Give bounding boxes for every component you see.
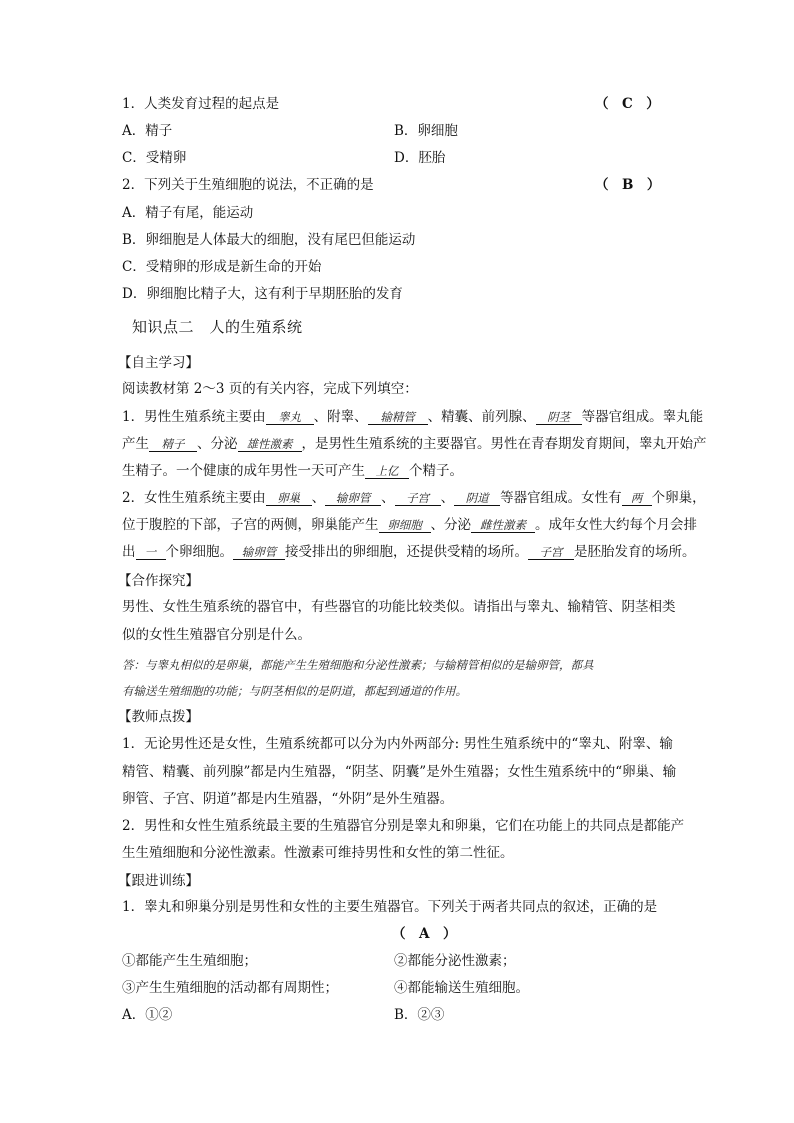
male-system-line-1: 1．男性生殖系统主要由 睾丸 、附睾、 输精管 、精囊、前列腺、 阴茎 等器官组成。睾丸能 xyxy=(122,409,704,425)
answer-blank: 两 xyxy=(622,491,652,506)
question-2-answer: （ B ） xyxy=(595,177,661,193)
training-option-1: ①都能产生生殖细胞； xyxy=(122,953,257,969)
teacher-label: 【教师点拨】 xyxy=(118,709,199,725)
male-system-line-3: 生精子。一个健康的成年男性一天可产生 上亿 个精子。 xyxy=(122,463,463,479)
cooperate-answer-line-2: 有输送生殖细胞的功能；与阴茎相似的是阴道，都起到通道的作用。 xyxy=(122,684,467,698)
teacher-p1-line-1: 1．无论男性还是女性，生殖系统都可以分为内外两部分: 男性生殖系统中的“睾丸、附睾、输 xyxy=(122,736,673,752)
question-2-stem: 2．下列关于生殖细胞的说法，不正确的是 xyxy=(122,177,374,193)
question-1-stem: 1．人类发育过程的起点是 xyxy=(122,96,280,112)
answer-blank: 输精管 xyxy=(368,410,428,425)
answer-blank: 雌性激素 xyxy=(471,518,535,533)
training-choice-b: B．②③ xyxy=(394,1007,445,1023)
teacher-p1-line-3: 卵管、子宫、阴道”都是内生殖器，“外阴”是外生殖器。 xyxy=(122,791,454,807)
training-option-3: ③产生生殖细胞的活动都有周期性； xyxy=(122,980,338,996)
question-2-option-b: B．卵细胞是人体最大的细胞，没有尾巴但能运动 xyxy=(122,232,416,248)
answer-blank: 上亿 xyxy=(365,464,409,479)
answer-blank: 一 xyxy=(136,545,166,560)
training-label: 【跟进训练】 xyxy=(118,873,199,889)
training-option-2: ②都能分泌性激素； xyxy=(394,953,516,969)
question-1-option-d: D．胚胎 xyxy=(394,150,446,166)
answer-blank: 子宫 xyxy=(528,545,574,560)
answer-blank: 输卵管 xyxy=(325,491,381,506)
cooperate-question-line-2: 似的女性生殖器官分别是什么。 xyxy=(122,627,311,643)
cooperate-label: 【合作探究】 xyxy=(118,573,199,589)
question-2-option-c: C．受精卵的形成是新生命的开始 xyxy=(122,259,322,275)
training-question-1-stem: 1．睾丸和卵巢分别是男性和女性的主要生殖器官。下列关于两者共同点的叙述，正确的是 xyxy=(122,899,658,915)
training-choice-a: A．①② xyxy=(122,1007,173,1023)
question-1-option-b: B．卵细胞 xyxy=(394,123,458,139)
answer-blank: 卵细胞 xyxy=(379,518,431,533)
cooperate-question-line-1: 男性、女性生殖系统的器官中，有些器官的功能比较类似。请指出与睾丸、输精管、阴茎相类 xyxy=(122,599,676,615)
question-2-option-d: D．卵细胞比精子大，这有利于早期胚胎的发育 xyxy=(122,286,403,302)
answer-blank: 卵巢 xyxy=(266,491,312,506)
female-system-line-1: 2．女性生殖系统主要由 卵巢 、 输卵管 、 子宫 、 阴道 等器官组成。女性有 两 个卵巢， xyxy=(122,490,706,506)
answer-blank: 雄性激素 xyxy=(238,437,302,452)
answer-blank: 阴道 xyxy=(454,491,500,506)
female-system-line-3: 出 一 个卵细胞。 输卵管 接受排出的卵细胞，还提供受精的场所。 子宫 是胚胎发育的场所。 xyxy=(122,544,696,560)
teacher-p2-line-1: 2．男性和女性生殖系统最主要的生殖器官分别是睾丸和卵巢，它们在功能上的共同点是都能产 xyxy=(122,818,685,834)
teacher-p2-line-2: 生生殖细胞和分泌性激素。性激素可维持男性和女性的第二性征。 xyxy=(122,845,514,861)
question-2-option-a: A．精子有尾，能运动 xyxy=(122,205,254,221)
answer-blank: 精子 xyxy=(149,437,197,452)
self-study-label: 【自主学习】 xyxy=(118,355,199,371)
answer-blank: 阴茎 xyxy=(536,410,582,425)
female-system-line-2: 位于腹腔的下部，子宫的两侧，卵巢能产生 卵细胞 、分泌 雌性激素 。成年女性大约每个月会排 xyxy=(122,517,697,533)
male-system-line-2: 产生 精子 、分泌 雄性激素 ，是男性生殖系统的主要器官。男性在青春期发育期间，睾丸开始产 xyxy=(122,436,707,452)
section-title: 知识点二 人的生殖系统 xyxy=(132,318,303,336)
answer-blank: 睾丸 xyxy=(266,410,314,425)
training-question-1-answer: （ A ） xyxy=(392,926,457,942)
cooperate-answer-line-1: 答：与睾丸相似的是卵巢，都能产生生殖细胞和分泌性激素；与输精管相似的是输卵管，都具 xyxy=(122,658,594,672)
answer-blank: 输卵管 xyxy=(233,545,285,560)
question-1-answer: （ C ） xyxy=(595,96,660,112)
question-1-option-c: C．受精卵 xyxy=(122,150,187,166)
question-1-option-a: A．精子 xyxy=(122,123,173,139)
training-option-4: ④都能输送生殖细胞。 xyxy=(394,980,529,996)
answer-blank: 子宫 xyxy=(395,491,441,506)
teacher-p1-line-2: 精管、精囊、前列腺”都是内生殖器，“阴茎、阴囊”是外生殖器；女性生殖系统中的“卵巢、输 xyxy=(122,764,677,780)
self-study-intro: 阅读教材第 2～3 页的有关内容，完成下列填空： xyxy=(122,381,418,397)
